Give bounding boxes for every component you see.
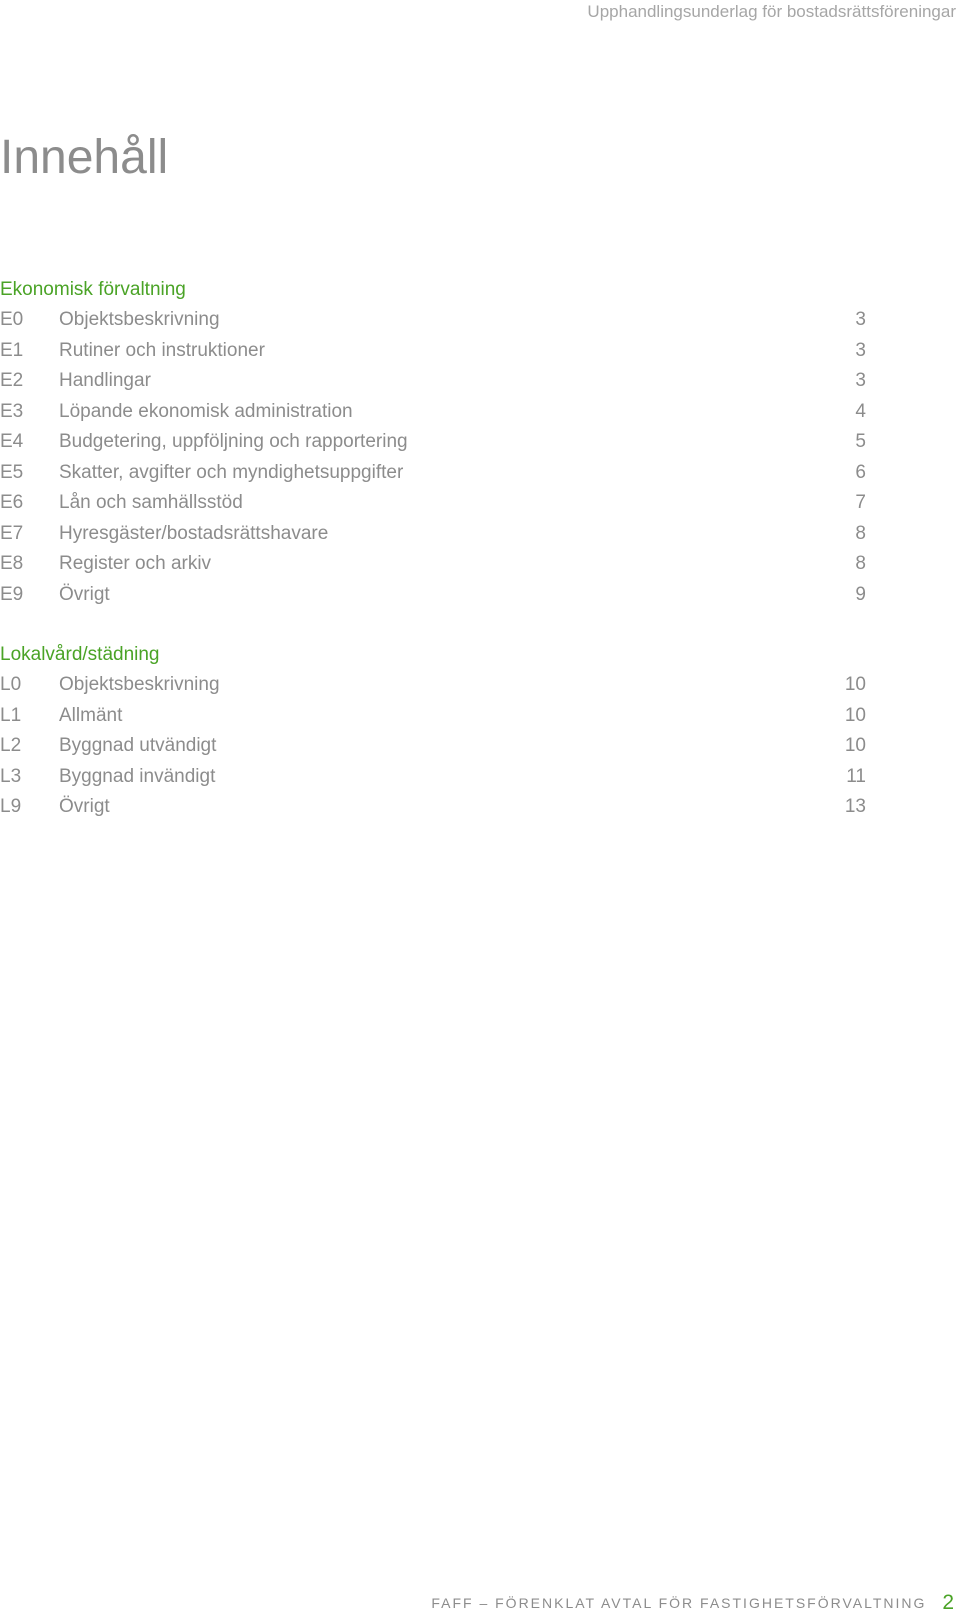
toc-entry[interactable] bbox=[0, 580, 866, 611]
toc-entry[interactable] bbox=[0, 549, 866, 580]
entry-code: L9 bbox=[0, 796, 22, 817]
toc-entry[interactable] bbox=[0, 792, 866, 823]
toc-entry[interactable] bbox=[0, 670, 866, 701]
entry-title: Hyresgäster/bostadsrättshavare bbox=[59, 522, 329, 544]
running-header-title: Upphandlingsunderlag för bostadsrättsföreningar bbox=[587, 2, 956, 21]
toc-entry[interactable] bbox=[0, 701, 866, 732]
entry-page-number: 11 bbox=[846, 765, 866, 787]
entry-page-number: 7 bbox=[855, 492, 866, 513]
entry-page-number: 4 bbox=[855, 400, 866, 422]
entry-code: E6 bbox=[0, 492, 24, 513]
table-of-contents bbox=[0, 275, 866, 853]
entry-page-number: 8 bbox=[855, 522, 866, 544]
entry-page-number: 8 bbox=[855, 553, 866, 574]
section-heading: Ekonomisk förvaltning bbox=[0, 279, 186, 300]
entry-code: L0 bbox=[0, 674, 22, 695]
entry-title: Objektsbeskrivning bbox=[59, 309, 220, 330]
entry-code: E4 bbox=[0, 431, 24, 452]
toc-entry[interactable] bbox=[0, 731, 866, 762]
entry-page-number: 13 bbox=[844, 796, 866, 817]
toc-entry[interactable] bbox=[0, 397, 866, 428]
entry-title: Övrigt bbox=[59, 583, 110, 605]
entry-code: E5 bbox=[0, 461, 24, 483]
toc-entry[interactable] bbox=[0, 427, 866, 458]
entry-code: E1 bbox=[0, 339, 24, 361]
page-footer bbox=[0, 1588, 960, 1616]
entry-code: L1 bbox=[0, 704, 22, 726]
entry-code: E0 bbox=[0, 309, 24, 330]
entry-code: E3 bbox=[0, 400, 24, 422]
toc-entry[interactable] bbox=[0, 488, 866, 519]
entry-page-number: 10 bbox=[844, 704, 866, 726]
entry-title: Allmänt bbox=[59, 704, 123, 726]
section-heading: Lokalvård/städning bbox=[0, 644, 160, 665]
entry-title: Skatter, avgifter och myndighetsuppgifter bbox=[59, 461, 404, 483]
entry-code: L3 bbox=[0, 765, 22, 787]
entry-page-number: 3 bbox=[855, 309, 866, 330]
toc-section-lokalvard-stadning bbox=[0, 640, 866, 823]
entry-code: E9 bbox=[0, 583, 24, 605]
page-number: 2 bbox=[942, 1591, 954, 1615]
toc-entry[interactable] bbox=[0, 458, 866, 489]
entry-page-number: 6 bbox=[855, 461, 866, 483]
entry-title: Byggnad invändigt bbox=[59, 765, 216, 787]
entry-code: E2 bbox=[0, 370, 24, 391]
entry-title: Handlingar bbox=[59, 370, 151, 391]
entry-code: E8 bbox=[0, 553, 24, 574]
entry-title: Byggnad utvändigt bbox=[59, 735, 217, 756]
entry-title: Löpande ekonomisk administration bbox=[59, 400, 353, 422]
entry-page-number: 3 bbox=[855, 370, 866, 391]
entry-page-number: 10 bbox=[844, 674, 866, 695]
toc-entry[interactable] bbox=[0, 366, 866, 397]
entry-title: Objektsbeskrivning bbox=[59, 674, 220, 695]
running-header bbox=[0, 0, 960, 24]
entry-page-number: 10 bbox=[844, 735, 866, 756]
footer-text: FAFF – FÖRENKLAT AVTAL FÖR FASTIGHETSFÖRVALTNING bbox=[431, 1595, 927, 1612]
entry-title: Budgetering, uppföljning och rapportering bbox=[59, 431, 408, 452]
toc-section-ekonomisk-forvaltning bbox=[0, 275, 866, 610]
toc-entry[interactable] bbox=[0, 762, 866, 793]
page-title: Innehåll bbox=[0, 131, 169, 184]
entry-title: Övrigt bbox=[59, 796, 110, 817]
toc-entry[interactable] bbox=[0, 336, 866, 367]
entry-code: L2 bbox=[0, 735, 22, 756]
entry-title: Lån och samhällsstöd bbox=[59, 492, 243, 513]
toc-entry[interactable] bbox=[0, 519, 866, 550]
toc-entry[interactable] bbox=[0, 305, 866, 336]
entry-title: Rutiner och instruktioner bbox=[59, 339, 265, 361]
entry-title: Register och arkiv bbox=[59, 553, 212, 574]
entry-page-number: 3 bbox=[855, 339, 866, 361]
entry-page-number: 5 bbox=[855, 431, 866, 452]
entry-page-number: 9 bbox=[855, 583, 866, 605]
entry-code: E7 bbox=[0, 522, 24, 544]
